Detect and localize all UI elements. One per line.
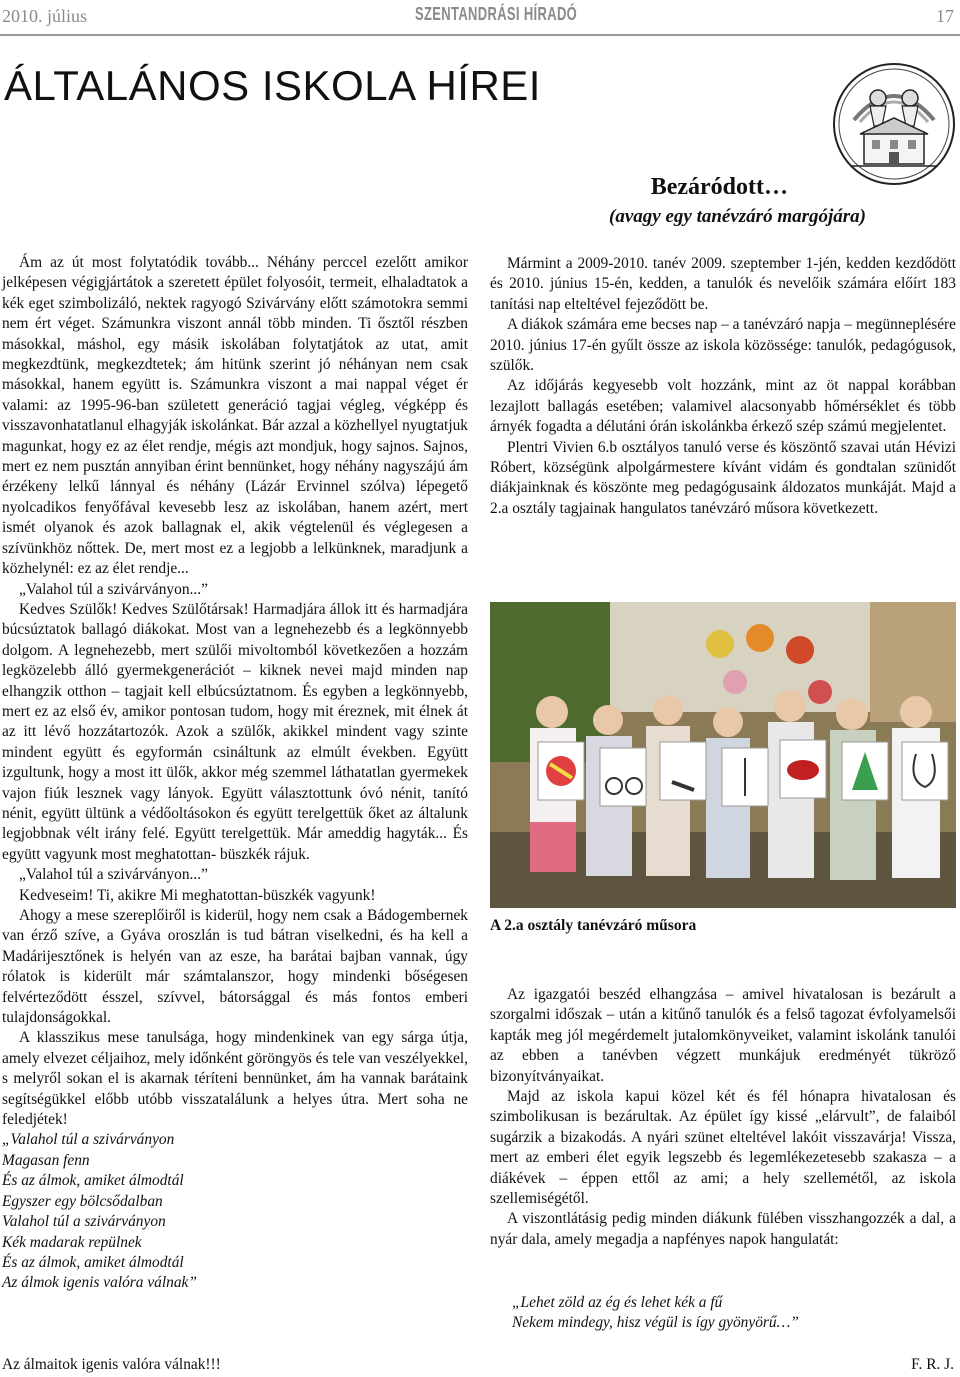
article-title: Bezáródott… [650, 174, 788, 200]
closing-quote [512, 1293, 799, 1334]
left-column [2, 253, 468, 1294]
article-subtitle: (avagy egy tanévzáró margójára) [609, 206, 866, 227]
paragraph: Az időjárás kegyesebb volt hozzánk, mint az öt nappal korábban lezajlott ballagás esetében; valamivel alacsonyabb hőmérséklet és több árnyék fogadta a délutáni órán iskolánkba érkező szép számú megjelentet. [490, 377, 956, 436]
class-performance-photo [490, 602, 956, 908]
paragraph: Kedveseim! Ti, akikre Mi meghatottan-büszkék vagyunk! [19, 886, 376, 904]
poem-line: Egyszer egy bölcsődalban [2, 1192, 163, 1210]
paragraph: Majd az iskola kapui közel két és fél hónapra hivatalosan és szimbolikusan is bezárultak. Az épület így kissé „elárvult”, de falaiból sugárzik a bizakodás. A nyári szünet elteltével lakóit visszavárja! Vissza, mert az emberi élet egyik legszebb és legemlékezetesebb szakasza – a diákévek – éppen ettől az ami; a hely szellemétől, az iskola szellemiségétől. [490, 1088, 956, 1208]
paragraph: Kedves Szülők! Kedves Szülőtársak! Harmadjára állok itt és harmadjára búcsúztatok ballagó diákokat. Most van a legnehezebb és a legkönnyebb dolgom. A legnehezebb, mert szülői mivoltomból következően a hozzám legközelebb álló gyermekgenerációt – kiknek nevei majd minden nap elhangzik otthon – tagjait kell elbúcsúztatnom. És egyben a legkönnyebb, mert ez az első év, amikor pontosan tudom, hogy mit éreznek, mit élnek át az itt lévő hozzátartozók. Azok a szülők, akikkel mindent vagy szinte mindent együtt és egyformán csináltunk az elmúlt években. Együtt izgultunk, hogy a most itt ülők, akkor még szemmel láthatatlan gyermekek vajon fiúk lesznek vagy lányok. Együtt választottunk óvó nénit, tanító nénit, együtt ültünk a védőoltásokon és együtt terelgettük őket az általunk legjobbnak vélt irány felé. Együtt terelgettük. Már ameddig hagyták... És együtt vagyunk most meghatottan- büszkék rájuk. [2, 600, 468, 863]
paragraph: A klasszikus mese tanulsága, hogy mindenkinek van egy sárga útja, amely elvezet céljaihoz, mely időnként göröngyös és tele van veszélyekkel, s melyről sokan el is akarnak téríteni bennünket, ám ha vannak barátaink segítségükkel előbb utóbb visszatalálunk a helyes útra. Mert soha ne feledjétek! [2, 1029, 468, 1129]
poem [2, 1130, 468, 1293]
poem-line: Valahol túl a szivárványon [2, 1213, 166, 1231]
page-number: 17 [936, 6, 954, 26]
header-divider [0, 34, 960, 36]
photo-caption: A 2.a osztály tanévzáró műsora [490, 917, 697, 934]
issue-date: 2010. július [2, 6, 88, 26]
paragraph: Ám az út most folytatódik tovább... Néhány perccel ezelőtt amikor jelképesen végigjártátok a szeretett épület folyosóit, termeit, elhaladtatok a kék eget szimbolizáló, nektek ragyogó Szivárvány előtt számotokra semmi nem ért véget. Számunkra viszont annál több minden. Ti ősztől részben másokkal, máshol, egy másik iskolában folytatjátok az utat, amit megkezdtünk, megkezdtetek; ám hitünk szerint jó néhányan nem csak másokkal, hanem együtt is. Számunkra viszont a mai nappal véget ér valami: az 1995-96-ban született generáció tagjai végleg, végképp és visszavonhatatlanul elhagyják iskolánkat. Bár azzal a közhellyel nyugtatjuk magunkat, hogy ez az élet rendje, mégis azt mondjuk, hogy sajnos. Sajnos, mert ez nem pusztán annyiban érint bennünket, hogy néhány nagyszájú ám érzékeny lelkű lánnyal és néhány (Lázár Ervinnel szólva) lépegető nyolcadikos fenyőfával kevesebb lesz az iskolában, hanem azért, mert ismét olyanok és azok ballagnak el, akik végtelenül és véglegesen a szívünkhöz nőttek. De, mert most ez a legjobb a lelkünknek, maradjunk a közhelynél: ez az élet rendje... [2, 254, 468, 578]
section-title: ÁLTALÁNOS ISKOLA HÍREI [4, 62, 541, 109]
quote-line: Nekem mindegy, hisz végül is így gyönyörű…” [512, 1314, 799, 1332]
publication-name: SZENTANDRÁSI HÍRADÓ [415, 4, 578, 24]
school-logo [832, 62, 956, 186]
paragraph: Mármint a 2009-2010. tanév 2009. szeptember 1-jén, kedden kezdődött és 2010. június 15-én, kedden, a tanulók és nevelőik számára előírt 183 tanítási nap elteltével fejeződött be. [490, 255, 956, 313]
poem-line: Magasan fenn [2, 1151, 90, 1169]
right-column-bottom [490, 985, 956, 1250]
paragraph: Ahogy a mese szereplőiről is kiderül, hogy nem csak a Bádogembernek van érző szíve, a Gyáva oroszlán is tud bátran viselkedni, és ha kell a Madárijesztőnek is helyén van az esze, ha barátai bajban vannak, úgy rólatok is kiderült már számtalanszor, hogy mindenki bőségesen felvérteződött ésszel, szívvel, bátorsággal és más fontos emberi tulajdonságokkal. [2, 907, 468, 1027]
poem-line: És az álmok, amiket álmodtál [2, 1253, 184, 1271]
paragraph: Plentri Vivien 6.b osztályos tanuló verse és köszöntő szavai után Hévizi Róbert, községünk alpolgármestere kívánt vidám és gondtalan szünidőt diákjainknak és köszönte meg pedagógusaink áldozatos munkáját. Majd a 2.a osztály tagjainak hangulatos tanévzáró műsora következett. [490, 438, 956, 517]
paragraph: A diákok számára eme becses nap – a tanévzáró napja – megünneplésére 2010. június 17-én gyűlt össze az iskola közössége: tanulók, pedagógusok, szülők. [490, 316, 956, 375]
poem-line: „Valahol túl a szivárványon [2, 1131, 175, 1149]
quote-line: „Lehet zöld az ég és lehet kék a fű [512, 1294, 723, 1311]
poem-line: Az álmok igenis valóra válnak” [2, 1274, 197, 1292]
author-signature: F. R. J. [911, 1356, 954, 1373]
paragraph: A viszontlátásig pedig minden diákunk fülében visszhangozzék a dal, a nyár dala, amely megadja a napfényes napok hangulatát: [490, 1210, 956, 1248]
paragraph: Az igazgatói beszéd elhangzása – amivel hivatalosan is bezárult a szorgalmi időszak – után a kitűnő tanulók és a felső tagozat évfolyamelsői kapták meg jól megérdemelt jutalomkönyveiket, valamint iskolánk tanulói az ebben a tanévben végzett munkájuk eredményét tükröző bizonyítványaikat. [490, 986, 956, 1085]
refrain: „Valahol túl a szivárványon...” [19, 580, 208, 598]
refrain: „Valahol túl a szivárványon...” [19, 866, 208, 884]
poem-line: És az álmok, amiket álmodtál [2, 1172, 184, 1190]
right-column-top [490, 254, 956, 519]
poem-line: Kék madarak repülnek [2, 1233, 142, 1251]
closing-line: Az álmaitok igenis valóra válnak!!! [2, 1356, 221, 1373]
